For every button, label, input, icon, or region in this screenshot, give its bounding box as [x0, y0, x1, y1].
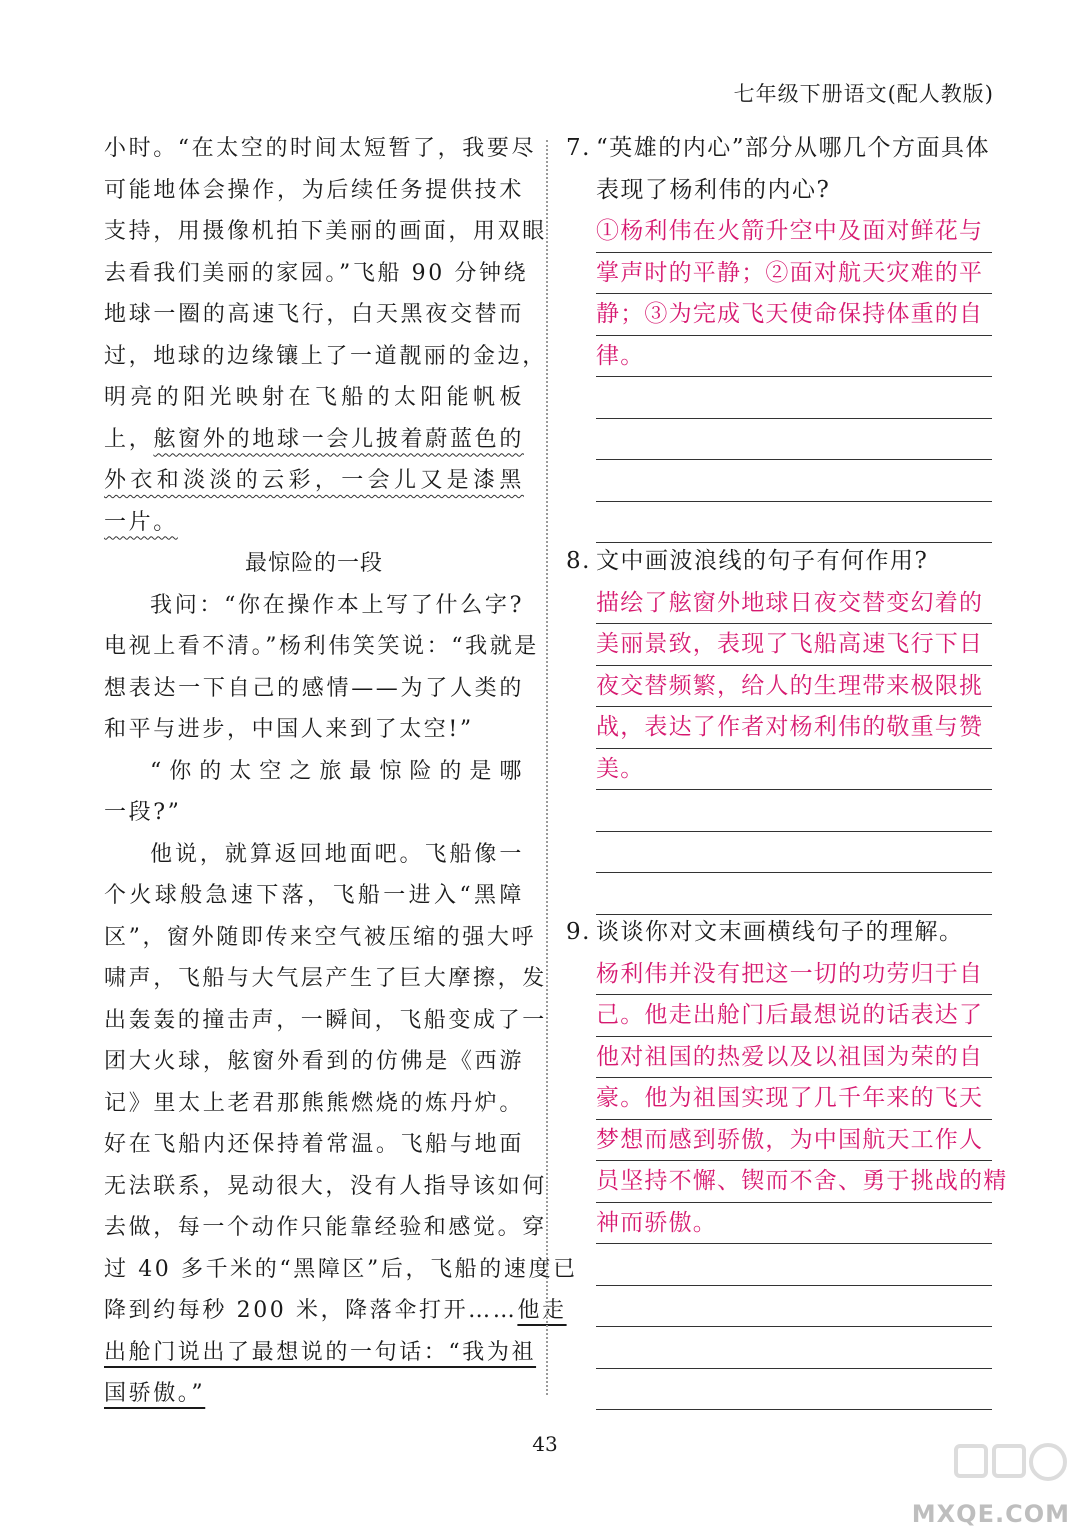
blank-answer-line[interactable]	[596, 419, 992, 461]
answer-line: 杨利伟并没有把这一切的功劳归于自	[596, 954, 992, 996]
passage-line: 我问：“你在操作本上写了什么字?	[150, 592, 524, 618]
blank-answer-line[interactable]	[596, 832, 992, 874]
blank-answer-line[interactable]	[596, 377, 992, 419]
question-7	[566, 128, 992, 543]
question-number: 8.	[566, 548, 591, 574]
passage-line: 一段?”	[104, 800, 182, 825]
passage-line: 过 40 多千米的“黑障区”后，飞船的速度已	[104, 1256, 578, 1282]
blank-answer-line[interactable]	[596, 1327, 992, 1369]
passage-line	[104, 419, 524, 461]
page-number: 43	[532, 1432, 558, 1456]
answer-line: 神而骄傲。	[596, 1203, 992, 1245]
answer-line: 美丽景致，表现了飞船高速飞行下日	[596, 624, 992, 666]
question-text: 8. 文中画波浪线的句子有何作用?	[566, 541, 992, 583]
passage-line: 过，地球的边缘镶上了一道靓丽的金边，	[104, 343, 547, 369]
passage-line: 无法联系，晃动很大，没有人指导该如何	[104, 1173, 547, 1199]
passage-line	[104, 1373, 524, 1415]
watermark-text: MXQE.COM	[911, 1500, 1070, 1528]
passage-line: 和平与进步，中国人来到了太空!”	[104, 717, 474, 742]
passage-line: 想表达一下自己的感情——为了人类的	[104, 675, 524, 701]
answer-line: 员坚持不懈、锲而不舍、勇于挑战的精	[596, 1161, 992, 1203]
answer-line: 掌声时的平静；②面对航天灾难的平	[596, 253, 992, 295]
answer-line: 夜交替频繁，给人的生理带来极限挑	[596, 666, 992, 708]
passage-line: 电视上看不清。”杨利伟笑笑说：“我就是	[104, 634, 539, 659]
answer-line: ①杨利伟在火箭升空中及面对鲜花与	[596, 211, 992, 253]
passage-line: 啸声，飞船与大气层产生了巨大摩擦，发	[104, 966, 547, 991]
passage-line	[104, 1290, 567, 1332]
question-8	[566, 541, 992, 915]
answer-line: 静；③为完成飞天使命保持体重的自	[596, 294, 992, 336]
passage-line: 团大火球，舷窗外看到的仿佛是《西游	[104, 1049, 524, 1074]
passage-line: 支持，用摄像机拍下美丽的画面，用双眼	[104, 219, 547, 244]
question-text: 9. 谈谈你对文末画横线句子的理解。	[566, 912, 992, 954]
passage-line: 区”，窗外随即传来空气被压缩的强大呼	[104, 924, 537, 950]
blank-answer-line[interactable]	[596, 1286, 992, 1328]
passage-line: 小时。“在太空的时间太短暂了，我要尽	[104, 136, 537, 161]
blank-answer-line[interactable]	[596, 790, 992, 832]
page-header: 七年级下册语文(配人教版)	[733, 82, 994, 106]
answer-line: 美。	[596, 749, 992, 791]
passage-line: 个火球般急速下落，飞船一进入“黑障	[104, 883, 524, 908]
underlined-line: 出舱门说出了最想说的一句话：“我为祖	[104, 1339, 537, 1365]
answer-line: 豪。他为祖国实现了几千年来的飞天	[596, 1078, 992, 1120]
question-number: 7.	[566, 135, 591, 161]
section-title: 最惊险的一段	[244, 551, 383, 576]
wavy-underlined-text: 一片。	[104, 509, 178, 535]
question-number: 9.	[566, 919, 591, 945]
blank-answer-line[interactable]	[596, 502, 992, 544]
blank-answer-line[interactable]	[596, 1369, 992, 1411]
column-divider	[546, 140, 548, 1395]
answer-line: 战，表达了作者对杨利伟的敬重与赞	[596, 707, 992, 749]
passage-line: “你的太空之旅最惊险的是哪	[150, 758, 524, 784]
passage-line: 他说，就算返回地面吧。飞船像一	[150, 841, 524, 867]
question-text: 表现了杨利伟的内心?	[596, 176, 831, 203]
passage-line: 记》里太上老君那熊熊燃烧的炼丹炉。	[104, 1090, 524, 1116]
question-9	[566, 912, 1008, 1410]
answer-area[interactable]	[566, 954, 1008, 1411]
passage-line: 明亮的阳光映射在飞船的太阳能帆板	[104, 385, 524, 410]
underlined-text: 国骄傲。”	[104, 1381, 206, 1406]
answer-area[interactable]	[566, 211, 992, 543]
wavy-start: 上，	[104, 426, 154, 452]
blank-answer-line[interactable]	[596, 460, 992, 502]
answer-line: 梦想而感到骄傲，为中国航天工作人	[596, 1120, 992, 1162]
passage-text: 降到约每秒 200 米，降落伞打开……	[104, 1298, 518, 1323]
blank-answer-line[interactable]	[596, 1244, 992, 1286]
answer-area[interactable]	[566, 583, 992, 915]
reading-passage	[104, 128, 578, 1415]
passage-line: 地球一圈的高速飞行，白天黑夜交替而	[104, 302, 524, 327]
passage-line: 去做，每一个动作只能靠经验和感觉。穿	[104, 1215, 547, 1240]
answer-line: 律。	[596, 336, 992, 378]
question-text: 7. “英雄的内心”部分从哪几个方面具体	[566, 128, 992, 170]
passage-line: 去看我们美丽的家园。”飞船 90 分钟绕	[104, 260, 529, 286]
answer-line: 己。他走出舱门后最想说的话表达了	[596, 995, 992, 1037]
passage-line: 好在飞船内还保持着常温。飞船与地面	[104, 1132, 524, 1157]
wavy-underlined-line: 外衣和淡淡的云彩，一会儿又是漆黑	[104, 468, 524, 493]
blank-answer-line[interactable]	[596, 873, 992, 915]
answer-line: 描绘了舷窗外地球日夜交替变幻着的	[596, 583, 992, 625]
passage-line: 出轰轰的撞击声，一瞬间，飞船变成了一	[104, 1007, 547, 1033]
passage-line	[104, 502, 524, 544]
passage-line: 可能地体会操作，为后续任务提供技术	[104, 177, 524, 203]
underlined-text: 他走	[517, 1298, 567, 1323]
answer-line: 他对祖国的热爱以及以祖国为荣的自	[596, 1037, 992, 1079]
wavy-underlined-text: 舷窗外的地球一会儿披着蔚蓝色的	[153, 426, 524, 452]
